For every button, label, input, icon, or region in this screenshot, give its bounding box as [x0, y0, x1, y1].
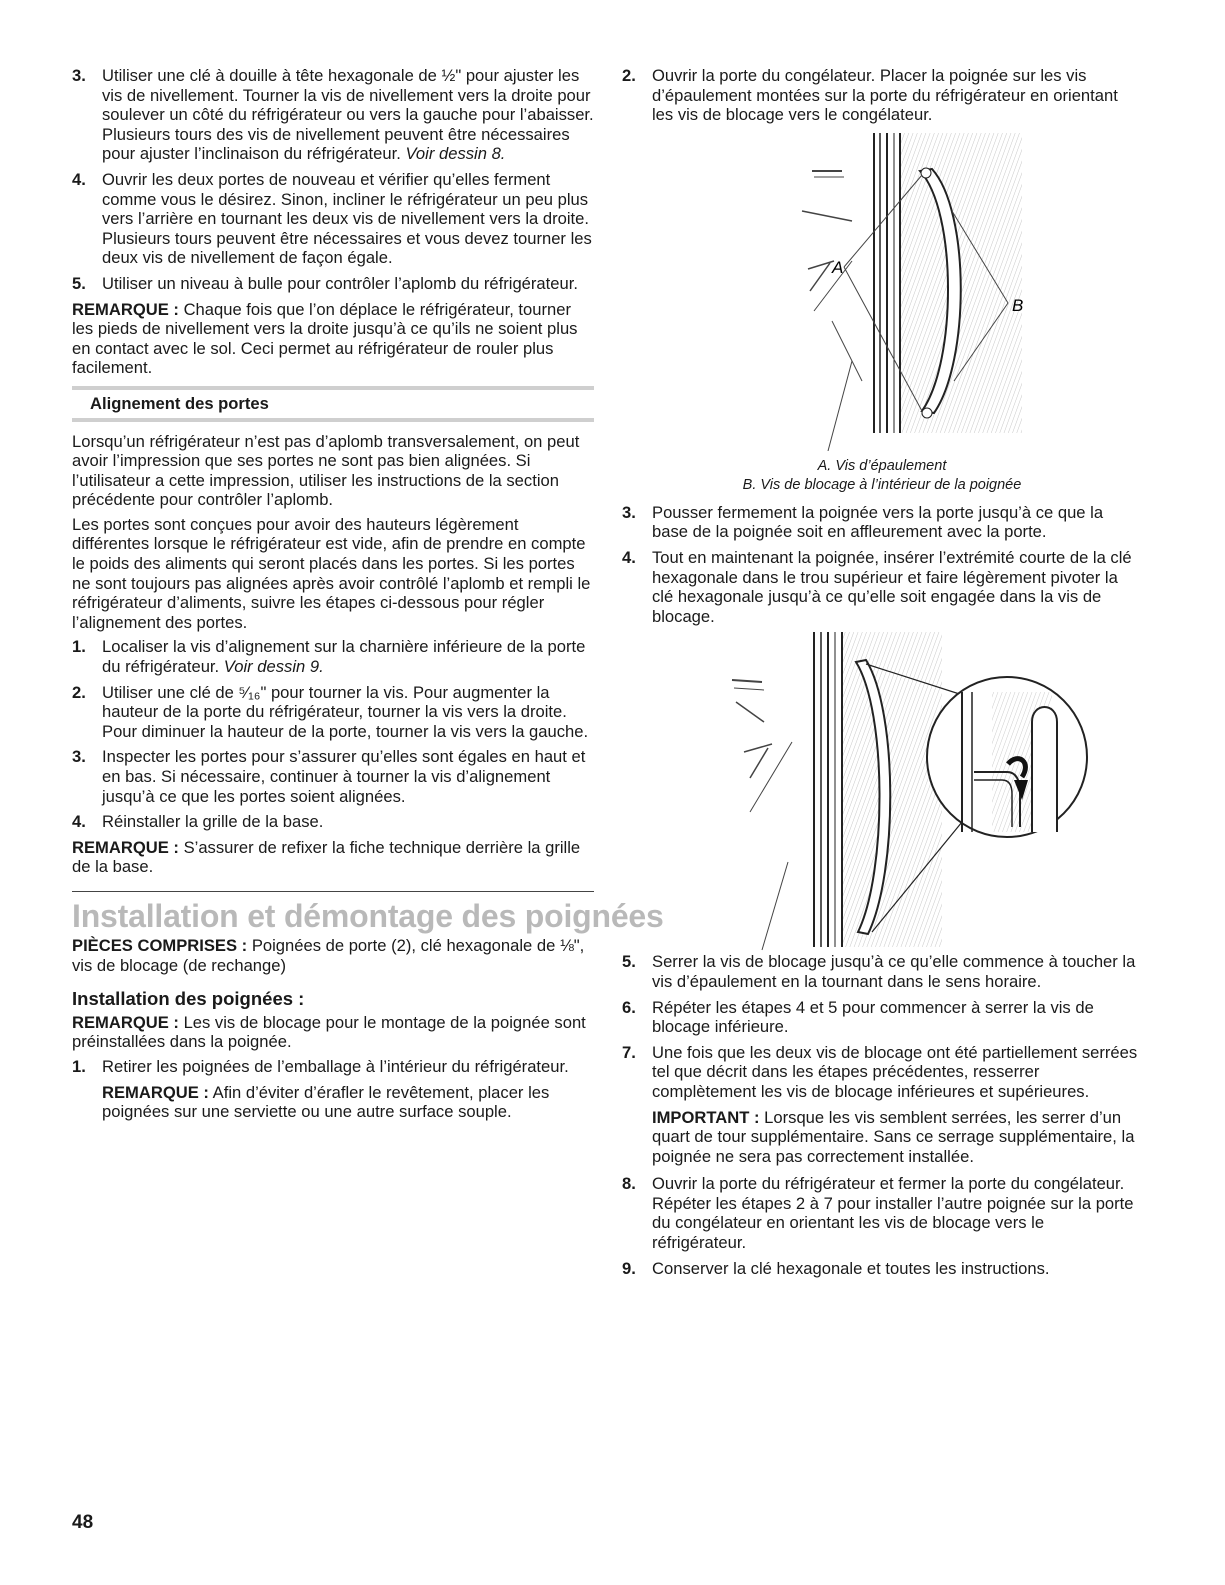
hex-key-illustration: [662, 632, 1102, 952]
left-column: [72, 66, 664, 1122]
note-preinstalled: REMARQUE : Les vis de blocage pour le montage de la poignée sont préinstallées dans la poignée.: [72, 1012, 586, 1052]
handle-step-5: 5. Serrer la vis de blocage jusqu’à ce qu’elle commence à toucher la vis d’épaulement en la tournant dans le sens horaire.: [622, 952, 1136, 991]
leveling-step-5: 5. Utiliser un niveau à bulle pour contrôler l’aplomb du réfrigérateur.: [72, 273, 578, 293]
handle-step-8: 8. Ouvrir la porte du réfrigérateur et fermer la porte du congélateur. Répéter les étapes 2 à 7 pour installer l’autre poignée sur la porte du congélateur en orientant les vis de blocage vers le réfrigérateur.: [622, 1174, 1134, 1253]
align-step-3: 3. Inspecter les portes pour s’assurer qu’elles sont égales en haut et en bas. Si nécessaire, continuer à tourner la vis d’alignement jusqu’à ce que les portes soient alignées.: [72, 747, 586, 806]
parts-included: PIÈCES COMPRISES : Poignées de porte (2), clé hexagonale de ⅛", vis de blocage (de rechange): [72, 935, 585, 975]
note-protect-finish: REMARQUE : Afin d’éviter d’érafler le revêtement, placer les poignées sur une serviette ou une autre surface souple.: [102, 1082, 550, 1122]
drawing-reference: Voir dessin 9.: [223, 657, 324, 677]
figure-label-a: A: [832, 257, 844, 277]
important-note: IMPORTANT : Lorsque les vis semblent serrées, les serrer d’un quart de tour supplémentaire. Sans ce serrage supplémentaire, la poignée ne sera pas correctement installée.: [652, 1107, 1135, 1166]
section-title: Installation et démontage des poignées: [72, 897, 664, 934]
page-number: 48: [72, 1512, 94, 1533]
note-leveling-legs: REMARQUE : Chaque fois que l’on déplace le réfrigérateur, tourner les pieds de nivellement vers la droite jusqu’à ce qu’ils ne soient plus en contact avec le sol. Ceci permet au réfrigérateur de rouler plus facilement.: [72, 299, 578, 378]
drawing-reference: Voir dessin 8.: [405, 144, 506, 164]
figure-caption: [622, 457, 1142, 495]
align-step-1: 1. Localiser la vis d’alignement sur la charnière inférieure de la porte du réfrigérateur. Voir dessin 9.: [72, 637, 586, 677]
handle-step-2: 2. Ouvrir la porte du congélateur. Placer la poignée sur les vis d’épaulement montées sur la porte du réfrigérateur en orientant les vis de blocage vers le congélateur.: [622, 66, 1118, 125]
align-step-2: 2. Utiliser une clé de ⁵⁄₁₆" pour tourner la vis. Pour augmenter la hauteur de la porte du réfrigérateur, tourner la vis vers la droite. Pour diminuer la hauteur de la porte, tourner la vis vers la gauche.: [72, 682, 589, 741]
step-text: Utiliser une clé à douille à tête hexagonale de ½" pour ajuster les vis de nivellement. Tourner la vis de nivellement vers la droite pour soulever un côté du réfrigérateur ou vers la gauche pour l’abaisser. Plusieurs tours des vis de nivellement peuvent être nécessaires pour ajuster l’inclinaison du réfrigérateur.: [102, 66, 594, 164]
right-column: [622, 66, 1142, 1284]
leveling-step-3: 3. Utiliser une clé à douille à tête hexagonale de ½" pour ajuster les vis de nivellement. Tourner la vis de nivellement vers la droite pour soulever un côté du réfrigérateur ou vers la gauche pour l’abaisser. Plusieurs tours des vis de nivellement peuvent être nécessaires pour ajuster l’inclinaison du réfrigérateur. Voir dessin 8.: [72, 66, 594, 164]
handle-step-6: 6. Répéter les étapes 4 et 5 pour commencer à serrer la vis de blocage inférieure.: [622, 997, 1094, 1037]
caption-b: B. Vis de blocage à l’intérieur de la poignée: [742, 476, 1022, 493]
handle-placement-illustration: [722, 131, 1042, 451]
caption-a: A. Vis d’épaulement: [817, 457, 947, 474]
leveling-step-4: 4. Ouvrir les deux portes de nouveau et vérifier qu’elles ferment comme vous le désirez. Sinon, incliner le réfrigérateur un peu plus vers l’arrière en tournant les deux vis de nivellement vers la droite. Plusieurs tours peuvent être nécessaires et vous devez tourner les deux vis de nivellement de façon égale.: [72, 169, 592, 268]
figure-label-b: B: [1012, 295, 1024, 315]
install-step-1: 1. Retirer les poignées de l’emballage à l’intérieur du réfrigérateur.: [72, 1056, 569, 1076]
handle-step-7: 7. Une fois que les deux vis de blocage ont été partiellement serrées tel que décrit dans les étapes précédentes, resserrer complètement les vis de blocage inférieures et supérieures.: [622, 1042, 1138, 1101]
align-step-4: 4. Réinstaller la grille de la base.: [72, 812, 324, 832]
section-divider: [72, 891, 594, 892]
paragraph-alignment-2: Les portes sont conçues pour avoir des hauteurs légèrement différentes lorsque le réfrigérateur est vide, afin de prendre en compte le poids des aliments qui seront placés dans les portes. Si les portes ne sont toujours pas alignées après avoir contrôlé l’aplomb et rempli le réfrigérateur d’aliments, suivre les étapes ci-dessous pour régler l’alignement des portes.: [72, 514, 591, 632]
handle-step-4: 4. Tout en maintenant la poignée, insérer l’extrémité courte de la clé hexagonale dans le trou supérieur et faire légèrement pivoter la clé hexagonale jusqu’à ce qu’elle soit engagée dans la vis de blocage.: [622, 547, 1132, 626]
subheading-door-alignment: Alignement des portes: [72, 386, 594, 422]
install-heading: Installation des poignées :: [72, 988, 305, 1010]
paragraph-alignment-1: Lorsqu’un réfrigérateur n’est pas d’aplomb transversalement, on peut avoir l’impression que ses portes ne sont pas bien alignées. Si l’utilisateur a cette impression, utiliser les instructions de la section précédente pour contrôler l’aplomb.: [72, 431, 580, 510]
note-technical-sheet: REMARQUE : S’assurer de refixer la fiche technique derrière la grille de la base.: [72, 837, 581, 877]
handle-step-9: 9. Conserver la clé hexagonale et toutes les instructions.: [622, 1258, 1050, 1278]
handle-step-3: 3. Pousser fermement la poignée vers la porte jusqu’à ce que la base de la poignée soit en affleurement avec la porte.: [622, 502, 1104, 542]
